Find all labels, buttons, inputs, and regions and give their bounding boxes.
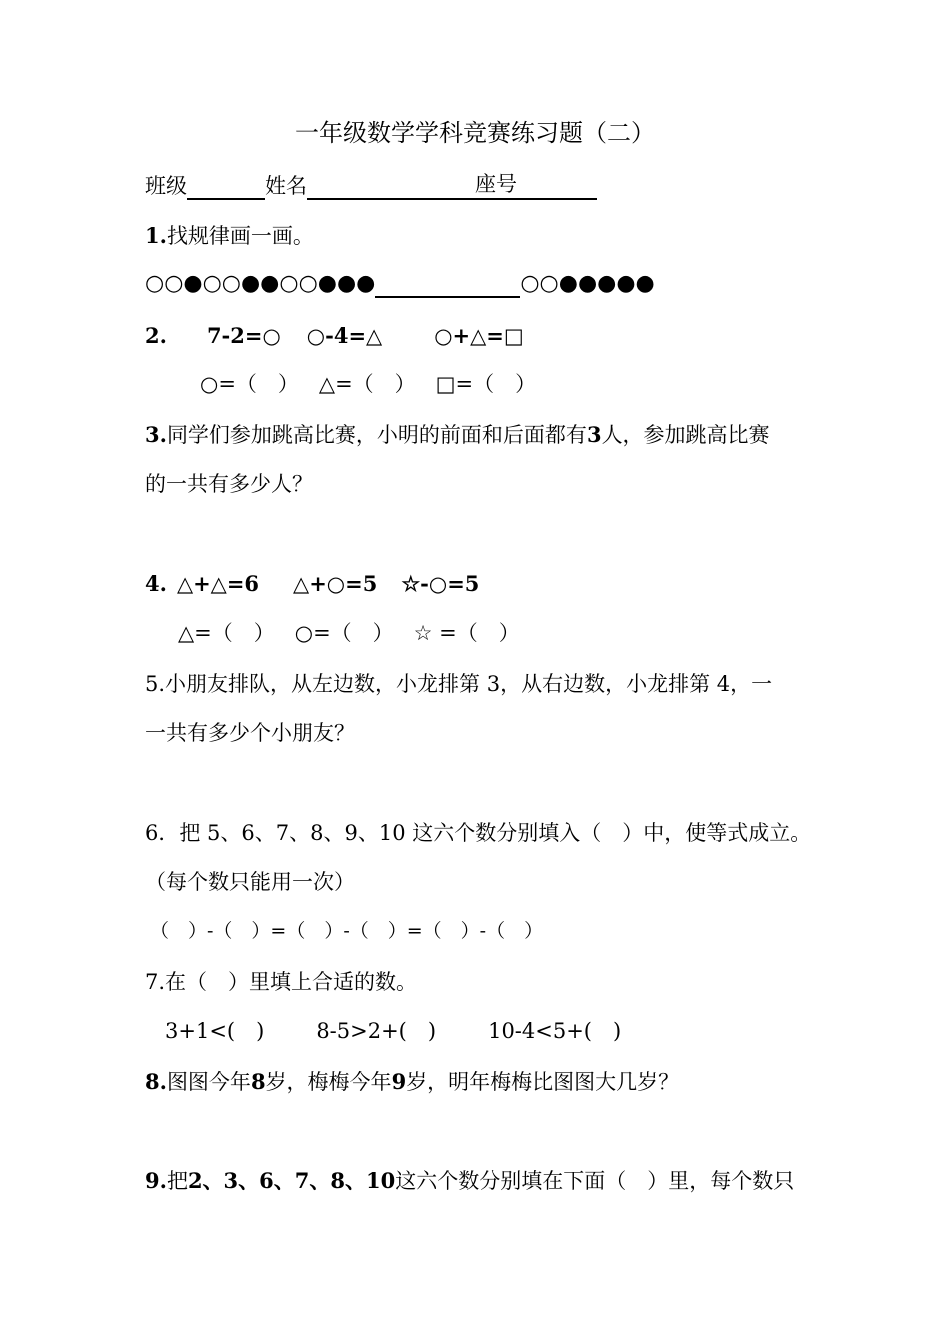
page-title: 一年级数学学科竞赛练习题（二）: [295, 119, 655, 147]
q7-row: [165, 1017, 810, 1045]
question-8: 8.图图今年8岁，梅梅今年9岁，明年梅梅比图图大几岁？: [145, 1069, 680, 1094]
question-2: 2. 7-2=○ ○-4=△ ○+△=□: [145, 323, 524, 348]
inequality[interactable]: 3+1<( ): [165, 1019, 265, 1043]
answer-blank[interactable]: △=（ ）: [318, 372, 416, 396]
question-6-note: （每个数只能用一次）: [145, 870, 355, 894]
question-4: 4. △+△=6 △+○=5 ☆-○=5: [145, 571, 480, 596]
class-blank[interactable]: [187, 176, 265, 200]
answer-blank[interactable]: ☆ =（ ）: [413, 621, 520, 645]
name-label: 姓名: [265, 174, 307, 198]
q6-equation[interactable]: （ ）-（ ）=（ ）-（ ）=（ ）-（ ）: [150, 920, 544, 942]
question-1: 1.找规律画一画。: [145, 223, 314, 248]
q1-pattern-row: [145, 270, 810, 298]
answer-blank[interactable]: ○=（ ）: [294, 621, 394, 645]
pattern-blank[interactable]: [375, 274, 520, 298]
inequality[interactable]: 10-4<5+( ): [488, 1019, 622, 1043]
question-7: 7.在（ ）里填上合适的数。: [145, 970, 418, 994]
q4-answers: [178, 619, 810, 647]
question-3-cont: 的一共有多少人？: [145, 472, 313, 496]
q2-answers: [200, 370, 810, 398]
inequality[interactable]: 8-5>2+( ): [316, 1019, 437, 1043]
seat-label: 座号: [475, 172, 517, 196]
name-seat-blank[interactable]: [307, 172, 597, 200]
question-3: 3.同学们参加跳高比赛，小明的前面和后面都有3人，参加跳高比赛: [145, 422, 770, 447]
class-label: 班级: [145, 174, 187, 198]
answer-blank[interactable]: △=（ ）: [178, 621, 275, 645]
pattern-sequence: ○○●○○●●○○●●●: [145, 271, 376, 296]
answer-blank[interactable]: ○=（ ）: [200, 372, 299, 396]
answer-blank[interactable]: □=（ ）: [435, 372, 537, 396]
pattern-sequence-end: ○○●●●●●: [520, 271, 655, 296]
question-6: 6．把 5、6、7、8、9、10 这六个数分别填入（ ）中，使等式成立。: [145, 821, 812, 845]
student-info-row: [145, 172, 810, 200]
question-5: 5.小朋友排队，从左边数，小龙排第 3，从右边数，小龙排第 4，一: [145, 672, 773, 696]
question-5-cont: 一共有多少个小朋友？: [145, 721, 355, 745]
question-9: 9.把2、3、6、7、8、10这六个数分别填在下面（ ）里，每个数只: [145, 1168, 795, 1193]
